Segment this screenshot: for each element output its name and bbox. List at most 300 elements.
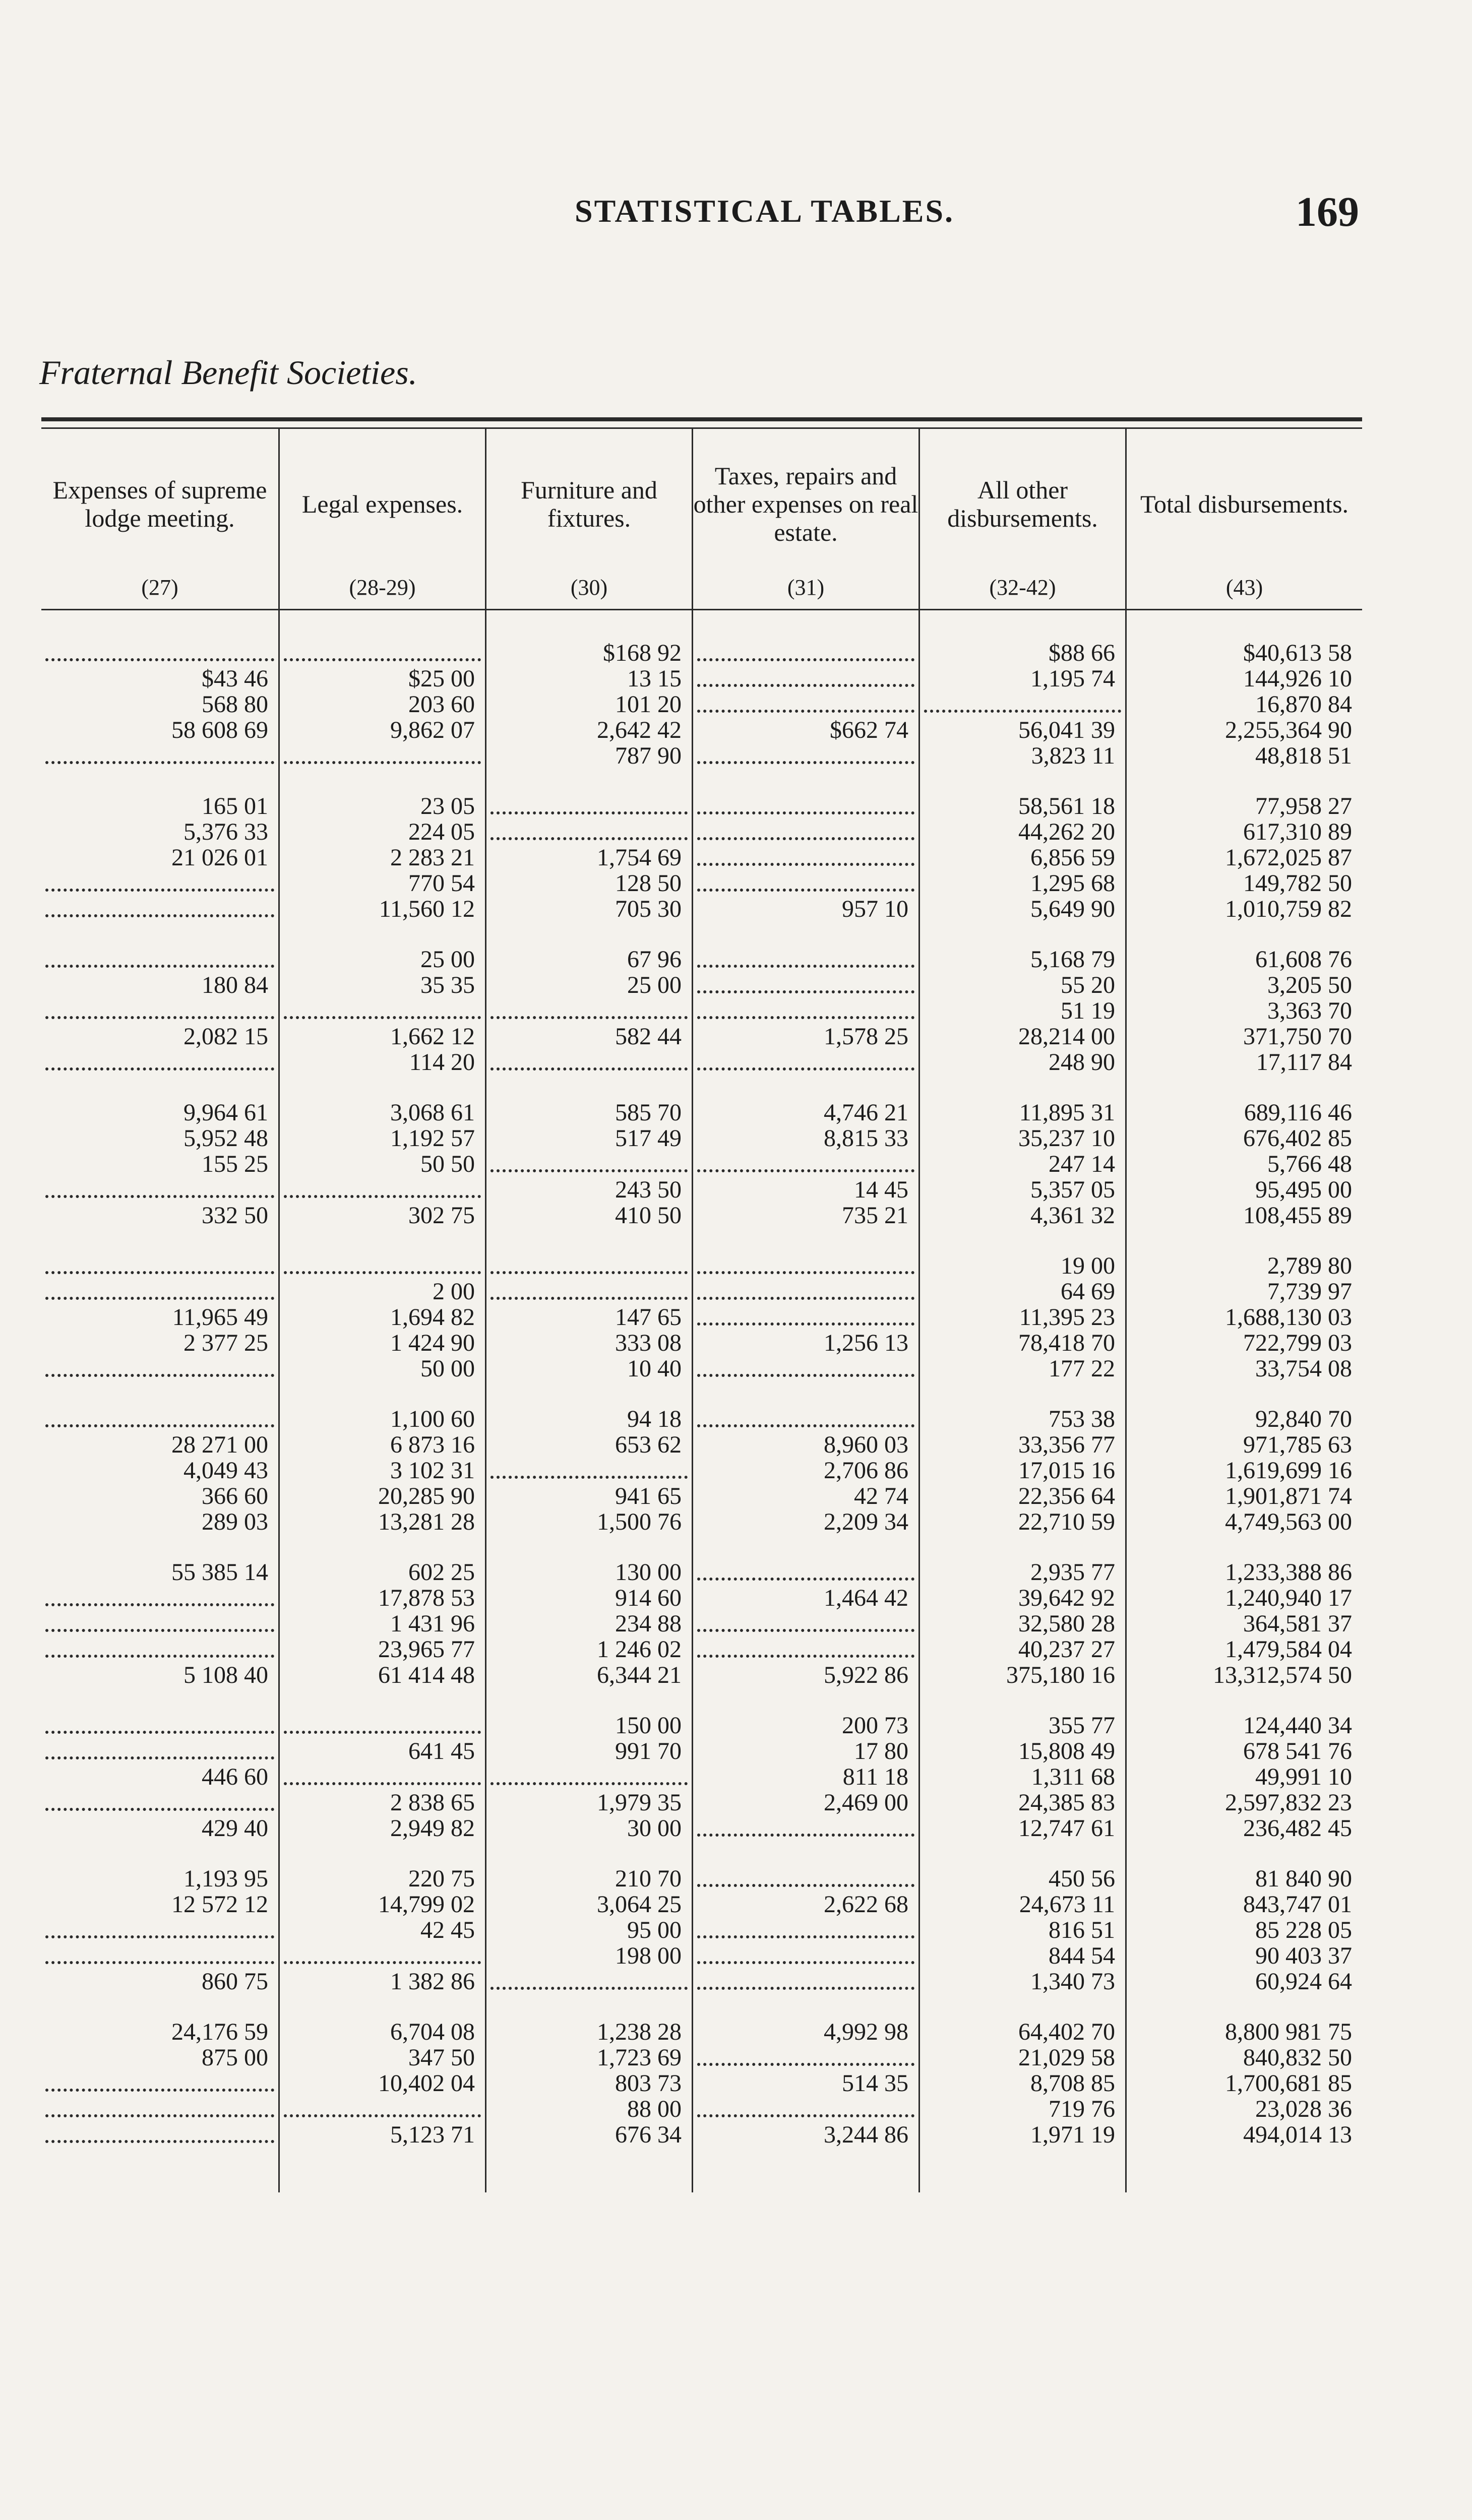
cell-value: 3 102 31 <box>390 1458 475 1483</box>
leader-dots <box>486 998 692 1024</box>
table-cell <box>920 1892 1125 1917</box>
cell-value: 13,312,574 50 <box>1213 1662 1352 1688</box>
table-cell <box>920 1458 1125 1483</box>
leader-dots <box>486 1458 692 1483</box>
cell-value: 676,402 85 <box>1243 1125 1352 1151</box>
table-row <box>41 1253 1362 1279</box>
cell-value: 8,815 33 <box>824 1125 908 1151</box>
column-header-supreme-lodge: Expenses of supreme lodge meeting. <box>52 476 267 532</box>
cell-value: 302 75 <box>408 1203 475 1228</box>
table-cell <box>486 1892 692 1917</box>
table-cell <box>920 947 1125 972</box>
table-cell <box>486 1815 692 1841</box>
column-header-furniture: Furniture and fixtures. <box>521 476 657 532</box>
cell-value: 5,766 48 <box>1267 1151 1352 1177</box>
table-cell <box>41 972 278 998</box>
row-group <box>41 1406 1362 1535</box>
cell-value: 21,029 58 <box>1018 2045 1115 2070</box>
table-cell <box>486 1177 692 1203</box>
cell-value: 2,935 77 <box>1030 1559 1115 1585</box>
table-cell <box>920 1611 1125 1636</box>
cell-value: 1,240,940 17 <box>1225 1585 1352 1611</box>
cell-value: 150 00 <box>615 1713 682 1738</box>
table-cell <box>280 2070 485 2096</box>
cell-value: 248 90 <box>1049 1049 1115 1075</box>
leader-dots <box>486 1049 692 1075</box>
table-cell <box>920 1330 1125 1356</box>
leader-dots <box>41 870 278 896</box>
table-cell <box>920 1917 1125 1943</box>
cell-value: 11,395 23 <box>1019 1304 1115 1330</box>
table-cell <box>1127 1713 1362 1738</box>
column-number: (28-29) <box>349 575 416 600</box>
table-cell <box>920 2096 1125 2122</box>
cell-value: 2,949 82 <box>390 1815 475 1841</box>
table-cell <box>920 845 1125 870</box>
table-cell <box>41 2019 278 2045</box>
cell-value: 1,619,699 16 <box>1225 1458 1352 1483</box>
cell-value: 803 73 <box>615 2070 682 2096</box>
table-cell <box>280 1790 485 1815</box>
column-number: (27) <box>141 575 178 600</box>
cell-value: 1,256 13 <box>824 1330 908 1356</box>
row-group <box>41 1253 1362 1381</box>
table-cell <box>41 845 278 870</box>
leader-dots <box>41 1406 278 1432</box>
leader-dots <box>41 1049 278 1075</box>
table-row <box>41 691 1362 717</box>
cell-value: 3,363 70 <box>1267 998 1352 1024</box>
cell-value: 8,960 03 <box>824 1432 908 1458</box>
cell-value: 203 60 <box>408 691 475 717</box>
cell-value: 81 840 90 <box>1255 1866 1352 1892</box>
table-cell <box>693 1509 918 1535</box>
cell-value: 705 30 <box>615 896 682 922</box>
table-cell <box>41 1203 278 1228</box>
table-cell <box>920 1509 1125 1535</box>
cell-value: 165 01 <box>202 793 268 819</box>
header-rule <box>41 609 1362 610</box>
table-cell <box>1127 666 1362 691</box>
cell-value: 234 88 <box>615 1611 682 1636</box>
cell-value: 371,750 70 <box>1243 1024 1352 1049</box>
table-cell <box>920 640 1125 666</box>
table-cell <box>486 1713 692 1738</box>
leader-dots <box>693 793 918 819</box>
cell-value: 114 20 <box>409 1049 475 1075</box>
table-cell <box>920 1866 1125 1892</box>
cell-value: 2,469 00 <box>824 1790 908 1815</box>
cell-value: 243 50 <box>615 1177 682 1203</box>
cell-value: 568 80 <box>202 691 268 717</box>
cell-value: 787 90 <box>615 743 682 769</box>
leader-dots <box>41 1713 278 1738</box>
table-cell <box>280 691 485 717</box>
cell-value: 1,700,681 85 <box>1225 2070 1352 2096</box>
cell-value: 42 74 <box>854 1483 908 1509</box>
cell-value: 617,310 89 <box>1243 819 1352 845</box>
cell-value: 224 05 <box>408 819 475 845</box>
table-cell <box>280 1279 485 1304</box>
cell-value: 20,285 90 <box>378 1483 475 1509</box>
table-cell <box>280 1636 485 1662</box>
row-group <box>41 1866 1362 1994</box>
cell-value: 24,673 11 <box>1019 1892 1115 1917</box>
leader-dots <box>41 2122 278 2148</box>
table-cell <box>693 1585 918 1611</box>
cell-value: 16,870 84 <box>1255 691 1352 717</box>
leader-dots <box>486 1279 692 1304</box>
top-rule-thick <box>41 417 1362 421</box>
table-cell <box>486 1203 692 1228</box>
table-cell <box>486 1585 692 1611</box>
table-cell <box>1127 1100 1362 1125</box>
leader-dots <box>693 1406 918 1432</box>
table-row <box>41 2096 1362 2122</box>
table-cell <box>920 717 1125 743</box>
cell-value: 446 60 <box>202 1764 268 1790</box>
cell-value: 61 414 48 <box>378 1662 475 1688</box>
cell-value: 24,176 59 <box>171 2019 268 2045</box>
table-row <box>41 1432 1362 1458</box>
cell-value: 15,808 49 <box>1018 1738 1115 1764</box>
leader-dots <box>41 1790 278 1815</box>
leader-dots <box>693 2096 918 2122</box>
cell-value: 35 35 <box>420 972 475 998</box>
cell-value: 50 50 <box>420 1151 475 1177</box>
cell-value: 17 80 <box>854 1738 908 1764</box>
cell-value: 2,622 68 <box>824 1892 908 1917</box>
cell-value: 1 246 02 <box>597 1636 682 1662</box>
cell-value: 1,901,871 74 <box>1225 1483 1352 1509</box>
table-cell <box>1127 947 1362 972</box>
cell-value: 6,344 21 <box>597 1662 682 1688</box>
table-cell <box>920 1943 1125 1969</box>
table-cell <box>486 666 692 691</box>
leader-dots <box>693 691 918 717</box>
running-head <box>0 187 1472 238</box>
table-cell <box>486 1917 692 1943</box>
cell-value: 55 385 14 <box>171 1559 268 1585</box>
cell-value: 678 541 76 <box>1243 1738 1352 1764</box>
table-cell <box>280 1304 485 1330</box>
leader-dots <box>693 1943 918 1969</box>
table-cell <box>920 1713 1125 1738</box>
cell-value: 95,495 00 <box>1255 1177 1352 1203</box>
table-row <box>41 1790 1362 1815</box>
cell-value: 11,965 49 <box>172 1304 268 1330</box>
table-row <box>41 2070 1362 2096</box>
cell-value: 64 69 <box>1061 1279 1115 1304</box>
cell-value: 1 424 90 <box>390 1330 475 1356</box>
table-cell <box>280 1969 485 1994</box>
cell-value: 1,238 28 <box>597 2019 682 2045</box>
cell-value: 941 65 <box>615 1483 682 1509</box>
cell-value: 2,255,364 90 <box>1225 717 1352 743</box>
table-cell <box>41 1100 278 1125</box>
cell-value: 13 15 <box>627 666 682 691</box>
page-number: 169 <box>1296 188 1359 235</box>
cell-value: 32,580 28 <box>1018 1611 1115 1636</box>
table-cell <box>920 870 1125 896</box>
column-header-legal: Legal expenses. <box>301 490 463 518</box>
table-cell <box>280 870 485 896</box>
cell-value: 55 20 <box>1061 972 1115 998</box>
table-cell <box>280 666 485 691</box>
leader-dots <box>280 640 485 666</box>
cell-value: 58,561 18 <box>1018 793 1115 819</box>
leader-dots <box>41 1738 278 1764</box>
leader-dots <box>280 1764 485 1790</box>
table-cell <box>280 896 485 922</box>
cell-value: 1,479,584 04 <box>1225 1636 1352 1662</box>
row-group <box>41 793 1362 922</box>
leader-dots <box>280 2096 485 2122</box>
table-cell <box>920 972 1125 998</box>
table-cell <box>486 1790 692 1815</box>
table-cell <box>486 1866 692 1892</box>
table-row <box>41 1713 1362 1738</box>
cell-value: 49,991 10 <box>1255 1764 1352 1790</box>
cell-value: 5,168 79 <box>1030 947 1115 972</box>
table-cell <box>1127 1585 1362 1611</box>
cell-value: 355 77 <box>1049 1713 1115 1738</box>
cell-value: 101 20 <box>615 691 682 717</box>
table-cell <box>693 1330 918 1356</box>
table-cell <box>41 1458 278 1483</box>
cell-value: 50 00 <box>420 1356 475 1381</box>
table-cell <box>41 819 278 845</box>
table-cell <box>486 2096 692 2122</box>
table-cell <box>1127 1483 1362 1509</box>
table-row <box>41 1892 1362 1917</box>
cell-value: 247 14 <box>1049 1151 1115 1177</box>
table-cell <box>920 743 1125 769</box>
table-cell <box>280 1585 485 1611</box>
table-cell <box>280 1866 485 1892</box>
column-number: (31) <box>787 575 825 600</box>
table-cell <box>693 1738 918 1764</box>
leader-dots <box>693 1356 918 1381</box>
cell-value: 1,688,130 03 <box>1225 1304 1352 1330</box>
cell-value: 42 45 <box>420 1917 475 1943</box>
cell-value: 21 026 01 <box>171 845 268 870</box>
cell-value: 735 21 <box>842 1203 908 1228</box>
table-cell <box>1127 1406 1362 1432</box>
table-cell <box>280 793 485 819</box>
table-row <box>41 2122 1362 2148</box>
top-rule-thin <box>41 427 1362 429</box>
cell-value: 514 35 <box>842 2070 908 2096</box>
cell-value: 753 38 <box>1049 1406 1115 1432</box>
cell-value: 44,262 20 <box>1018 819 1115 845</box>
cell-value: 2 377 25 <box>183 1330 268 1356</box>
table-cell <box>1127 972 1362 998</box>
table-row <box>41 1100 1362 1125</box>
cell-value: 4,361 32 <box>1030 1203 1115 1228</box>
table-cell <box>920 2045 1125 2070</box>
cell-value: 30 00 <box>627 1815 682 1841</box>
table-cell <box>41 691 278 717</box>
table-cell <box>486 2019 692 2045</box>
leader-dots <box>693 972 918 998</box>
row-group <box>41 947 1362 1075</box>
cell-value: 1,010,759 82 <box>1225 896 1352 922</box>
cell-value: 5,123 71 <box>390 2122 475 2148</box>
table-row <box>41 1509 1362 1535</box>
table-cell <box>693 2019 918 2045</box>
table-cell <box>1127 1866 1362 1892</box>
table-cell <box>1127 1458 1362 1483</box>
table-cell <box>280 1892 485 1917</box>
leader-dots <box>41 640 278 666</box>
cell-value: 1 382 86 <box>390 1969 475 1994</box>
cell-value: 289 03 <box>202 1509 268 1535</box>
table-cell <box>920 1279 1125 1304</box>
table-cell <box>1127 1024 1362 1049</box>
cell-value: 1,233,388 86 <box>1225 1559 1352 1585</box>
row-group <box>41 2019 1362 2148</box>
cell-value: 33,356 77 <box>1018 1432 1115 1458</box>
cell-value: 25 00 <box>627 972 682 998</box>
table-cell <box>486 896 692 922</box>
leader-dots <box>693 845 918 870</box>
table-row <box>41 1738 1362 1764</box>
table-cell <box>920 1177 1125 1203</box>
table-cell <box>41 1559 278 1585</box>
leader-dots <box>693 1049 918 1075</box>
table-cell <box>693 1458 918 1483</box>
table-cell <box>1127 743 1362 769</box>
table-cell <box>1127 845 1362 870</box>
table-cell <box>1127 1611 1362 1636</box>
table-row <box>41 1304 1362 1330</box>
table-row <box>41 870 1362 896</box>
cell-value: 1,500 76 <box>597 1509 682 1535</box>
cell-value: 4,746 21 <box>824 1100 908 1125</box>
table-cell <box>486 1406 692 1432</box>
cell-value: 1,694 82 <box>390 1304 475 1330</box>
leader-dots <box>693 1611 918 1636</box>
table-cell <box>486 1662 692 1688</box>
leader-dots <box>693 1636 918 1662</box>
leader-dots <box>280 1253 485 1279</box>
cell-value: 1,100 60 <box>390 1406 475 1432</box>
table-cell <box>486 845 692 870</box>
table-cell <box>41 1662 278 1688</box>
cell-value: 2,082 15 <box>183 1024 268 1049</box>
row-group <box>41 1713 1362 1841</box>
table-row <box>41 947 1362 972</box>
table-row <box>41 2019 1362 2045</box>
cell-value: 1,340 73 <box>1030 1969 1115 1994</box>
cell-value: 5,376 33 <box>183 819 268 845</box>
cell-value: 67 96 <box>627 947 682 972</box>
table-cell <box>1127 1049 1362 1075</box>
cell-value: 1,192 57 <box>390 1125 475 1151</box>
table-cell <box>486 1432 692 1458</box>
table-cell <box>920 1559 1125 1585</box>
table-row <box>41 1356 1362 1381</box>
cell-value: $40,613 58 <box>1243 640 1352 666</box>
table-row <box>41 1458 1362 1483</box>
table-cell <box>280 1483 485 1509</box>
table-row <box>41 717 1362 743</box>
table-cell <box>1127 2019 1362 2045</box>
table-cell <box>920 2019 1125 2045</box>
section-title: Fraternal Benefit Societies. <box>39 353 417 392</box>
cell-value: 60,924 64 <box>1255 1969 1352 1994</box>
cell-value: 48,818 51 <box>1255 743 1352 769</box>
table-cell <box>486 1304 692 1330</box>
cell-value: 6,704 08 <box>390 2019 475 2045</box>
cell-value: 1,754 69 <box>597 845 682 870</box>
cell-value: 840,832 50 <box>1243 2045 1352 2070</box>
leader-dots <box>920 691 1125 717</box>
cell-value: 4,992 98 <box>824 2019 908 2045</box>
table-cell <box>280 1203 485 1228</box>
cell-value: 19 00 <box>1061 1253 1115 1279</box>
leader-dots <box>693 1559 918 1585</box>
cell-value: 155 25 <box>202 1151 268 1177</box>
cell-value: 2,642 42 <box>597 717 682 743</box>
cell-value: 1,464 42 <box>824 1585 908 1611</box>
cell-value: 40,237 27 <box>1018 1636 1115 1662</box>
table-row <box>41 819 1362 845</box>
cell-value: 61,608 76 <box>1255 947 1352 972</box>
leader-dots <box>693 666 918 691</box>
table-cell <box>41 666 278 691</box>
table-cell <box>1127 1356 1362 1381</box>
cell-value: $43 46 <box>202 666 268 691</box>
table-cell <box>920 2122 1125 2148</box>
column-header-other: All other disbursements. <box>947 476 1098 532</box>
cell-value: 429 40 <box>202 1815 268 1841</box>
leader-dots <box>41 1585 278 1611</box>
table-row <box>41 1177 1362 1203</box>
table-cell <box>41 793 278 819</box>
table-cell <box>486 743 692 769</box>
table-cell <box>1127 998 1362 1024</box>
cell-value: 4,049 43 <box>183 1458 268 1483</box>
leader-dots <box>693 1917 918 1943</box>
cell-value: 843,747 01 <box>1243 1892 1352 1917</box>
table-cell <box>920 2070 1125 2096</box>
cell-value: 108,455 89 <box>1243 1203 1352 1228</box>
table-cell <box>920 1764 1125 1790</box>
table-cell <box>486 1330 692 1356</box>
cell-value: 1,195 74 <box>1030 666 1115 691</box>
table-cell <box>41 1764 278 1790</box>
cell-value: 2,789 80 <box>1267 1253 1352 1279</box>
cell-value: 1,578 25 <box>824 1024 908 1049</box>
cell-value: 28,214 00 <box>1018 1024 1115 1049</box>
table-cell <box>1127 1203 1362 1228</box>
leader-dots <box>693 1969 918 1994</box>
table-cell <box>1127 1559 1362 1585</box>
table-cell <box>280 845 485 870</box>
leader-dots <box>41 947 278 972</box>
table-cell <box>41 1892 278 1917</box>
table-cell <box>280 1406 485 1432</box>
cell-value: 11,560 12 <box>379 896 475 922</box>
leader-dots <box>693 1815 918 1841</box>
leader-dots <box>486 1764 692 1790</box>
table-cell <box>41 1815 278 1841</box>
cell-value: 585 70 <box>615 1100 682 1125</box>
cell-value: 5 108 40 <box>183 1662 268 1688</box>
table-cell <box>920 1790 1125 1815</box>
